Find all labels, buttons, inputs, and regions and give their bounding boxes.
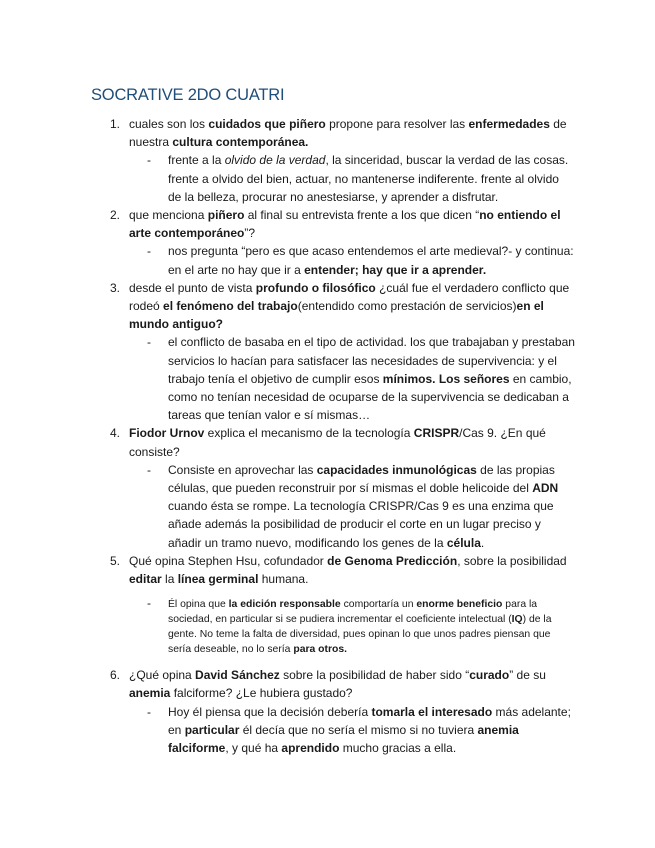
- question-number: 1.: [110, 117, 121, 131]
- question-number: 2.: [110, 208, 121, 223]
- text-run: ¿cuál fue el verdadero conflicto que rodeó: [129, 280, 570, 314]
- question-item: [91, 115, 575, 206]
- text-run: cuando ésta se rompe. La tecnología CRISPR/Cas 9 es una enzima que añade además la posibilidad de producir el corte en un lugar preciso y añadir un tramo nuevo, modificando los genes de la: [168, 499, 554, 550]
- bold-text: entender; hay que ir a aprender.: [304, 262, 487, 277]
- bold-text: en el mundo antiguo?: [129, 299, 544, 332]
- bold-text: IQ: [511, 614, 523, 626]
- text-run: , la sinceridad, buscar la verdad de las cosas. frente a olvido del bien, actuar, no mantenerse indiferente. frente al olvido de la belleza, procurar no anestesiarse, y aprender a disfrutar.: [168, 153, 569, 204]
- text-run: falciforme? ¿Le hubiera gustado?: [170, 686, 353, 701]
- text-run: Consiste en aprovechar las: [168, 462, 317, 477]
- answer-item: [129, 461, 575, 552]
- text-run: en cambio, como no tenían necesidad de ocuparse de la supervivencia se dedicaban a tareas que tenían valor e sí mismas…: [168, 371, 572, 423]
- question-text: [129, 279, 575, 334]
- text-run: explica el mecanismo de la tecnología: [204, 426, 414, 441]
- bold-text: anemia falciforme: [168, 722, 519, 756]
- bold-text: editar: [129, 572, 162, 587]
- bullet-dash: -: [147, 153, 151, 168]
- question-number: 6.: [110, 668, 121, 683]
- bold-text: profundo o filosófico: [255, 280, 376, 295]
- text-run: /Cas 9. ¿En qué consiste?: [129, 426, 546, 459]
- question-text: [129, 666, 575, 702]
- bold-text: cultura contemporánea.: [172, 135, 309, 150]
- bold-text: Fiodor Urnov: [129, 426, 205, 441]
- answer-item: [129, 333, 575, 424]
- text-run: mucho gracias a ella.: [339, 741, 457, 756]
- answer-item: [129, 703, 575, 758]
- bold-text: cuidados que piñero: [208, 117, 326, 131]
- answer-item: [129, 597, 575, 657]
- text-run: él decía que no sería el mismo si no tuviera: [239, 722, 478, 737]
- answer-list: [129, 242, 575, 278]
- answer-list: [129, 597, 575, 657]
- bold-text: línea germinal: [177, 572, 259, 587]
- bold-text: célula: [446, 535, 481, 550]
- bold-text: tomarla el interesado: [371, 704, 493, 719]
- answer-text: [168, 242, 575, 278]
- bold-text: capacidades inmunológicas: [316, 462, 477, 477]
- question-number: 3.: [110, 280, 121, 295]
- text-run: Él opina que: [168, 599, 229, 611]
- text-run: el conflicto de basaba en el tipo de actividad. los que trabajaban y prestaban servicios lo hacían para satisfacer las necesidades de supervivencia: y el trabajo tenía el objetivo de cumplir esos: [168, 335, 575, 386]
- text-run: Hoy él piensa que la decisión debería: [168, 704, 372, 719]
- bullet-dash: -: [147, 704, 151, 719]
- question-text: [129, 552, 575, 588]
- bold-text: ADN: [532, 481, 559, 496]
- answer-list: [129, 461, 575, 552]
- question-text: [129, 206, 575, 242]
- question-text: [129, 115, 575, 151]
- text-run: para la sociedad, en particular si se pudiera incrementar el coeficiente intelectual (: [168, 599, 538, 626]
- text-run: propone para resolver las: [325, 117, 469, 131]
- answer-list: [129, 151, 575, 206]
- bold-text: curado: [469, 668, 510, 683]
- bold-text: enfermedades: [468, 117, 550, 131]
- bold-text: enorme beneficio: [416, 599, 503, 611]
- text-run: al final su entrevista frente a los que dicen “: [244, 208, 480, 223]
- answer-list: [129, 703, 575, 758]
- bold-text: de Genoma Predicción: [327, 553, 458, 568]
- text-run: de nuestra: [129, 117, 567, 150]
- question-list: [91, 115, 575, 757]
- text-run: Qué opina Stephen Hsu, cofundador: [129, 553, 328, 568]
- text-run: ” de su: [509, 668, 546, 683]
- answer-text: [168, 597, 575, 657]
- answer-item: [129, 242, 575, 278]
- text-run: , y qué ha: [225, 741, 282, 756]
- bold-text: mínimos.: [382, 371, 436, 386]
- bold-text: particular: [184, 722, 240, 737]
- answer-list: [129, 333, 575, 424]
- bullet-dash: -: [147, 244, 151, 259]
- question-text: [129, 424, 575, 460]
- bold-text: para otros.: [293, 644, 348, 656]
- answer-item: [129, 151, 575, 206]
- text-run: desde el punto de vista: [129, 280, 256, 295]
- question-item: [91, 666, 575, 757]
- text-run: que menciona: [129, 208, 208, 223]
- text-run: .: [480, 535, 485, 550]
- question-item: [91, 279, 575, 425]
- text-run: comportaría un: [340, 599, 417, 611]
- text-run: , sobre la posibilidad: [457, 553, 567, 568]
- bold-text: la edición responsable: [228, 599, 341, 611]
- question-item: [91, 424, 575, 551]
- question-number: 5.: [110, 553, 121, 568]
- document-title: SOCRATIVE 2DO CUATRI: [91, 86, 285, 104]
- text-run: (entendido como prestación de servicios): [297, 299, 517, 314]
- text-run: más adelante; en: [168, 704, 571, 737]
- answer-text: [168, 333, 575, 424]
- bold-text: el fenómeno del trabajo: [163, 299, 298, 314]
- bold-text: no entiendo el arte contemporáneo: [129, 208, 561, 241]
- bold-text: anemia: [129, 686, 171, 701]
- answer-text: [168, 703, 575, 758]
- text-run: humana.: [258, 572, 309, 587]
- text-run: la: [161, 572, 178, 587]
- bold-text: Los señores: [438, 371, 510, 386]
- bold-text: aprendido: [281, 741, 340, 756]
- bullet-dash: -: [147, 596, 151, 611]
- text-run: de las propias células, que pueden reconstruir por sí mismas el doble helicoide del: [168, 462, 555, 496]
- italic-text: olvido de la verdad: [224, 153, 326, 168]
- text-run: ¿Qué opina: [129, 668, 196, 683]
- bold-text: CRISPR: [413, 426, 460, 441]
- text-run: nos pregunta “pero es que acaso entendemos el arte medieval?- y continua: en el arte no hay que ir a: [168, 244, 574, 277]
- question-number: 4.: [110, 426, 121, 441]
- text-run: ) de la gente. No teme la falta de diversidad, pues opinan lo que unos padres piensan que sería deseable, no lo sería: [168, 614, 552, 656]
- bold-text: piñero: [207, 208, 245, 223]
- text-run: frente a la: [168, 153, 225, 168]
- text-run: ”?: [244, 226, 256, 241]
- bold-text: David Sánchez: [195, 668, 280, 683]
- question-item: [91, 552, 575, 657]
- bullet-dash: -: [147, 462, 151, 477]
- text-run: cuales son los: [129, 117, 209, 131]
- question-item: [91, 206, 575, 279]
- bullet-dash: -: [147, 335, 151, 350]
- answer-text: [168, 461, 575, 552]
- answer-text: [168, 151, 575, 206]
- text-run: sobre la posibilidad de haber sido “: [279, 668, 470, 683]
